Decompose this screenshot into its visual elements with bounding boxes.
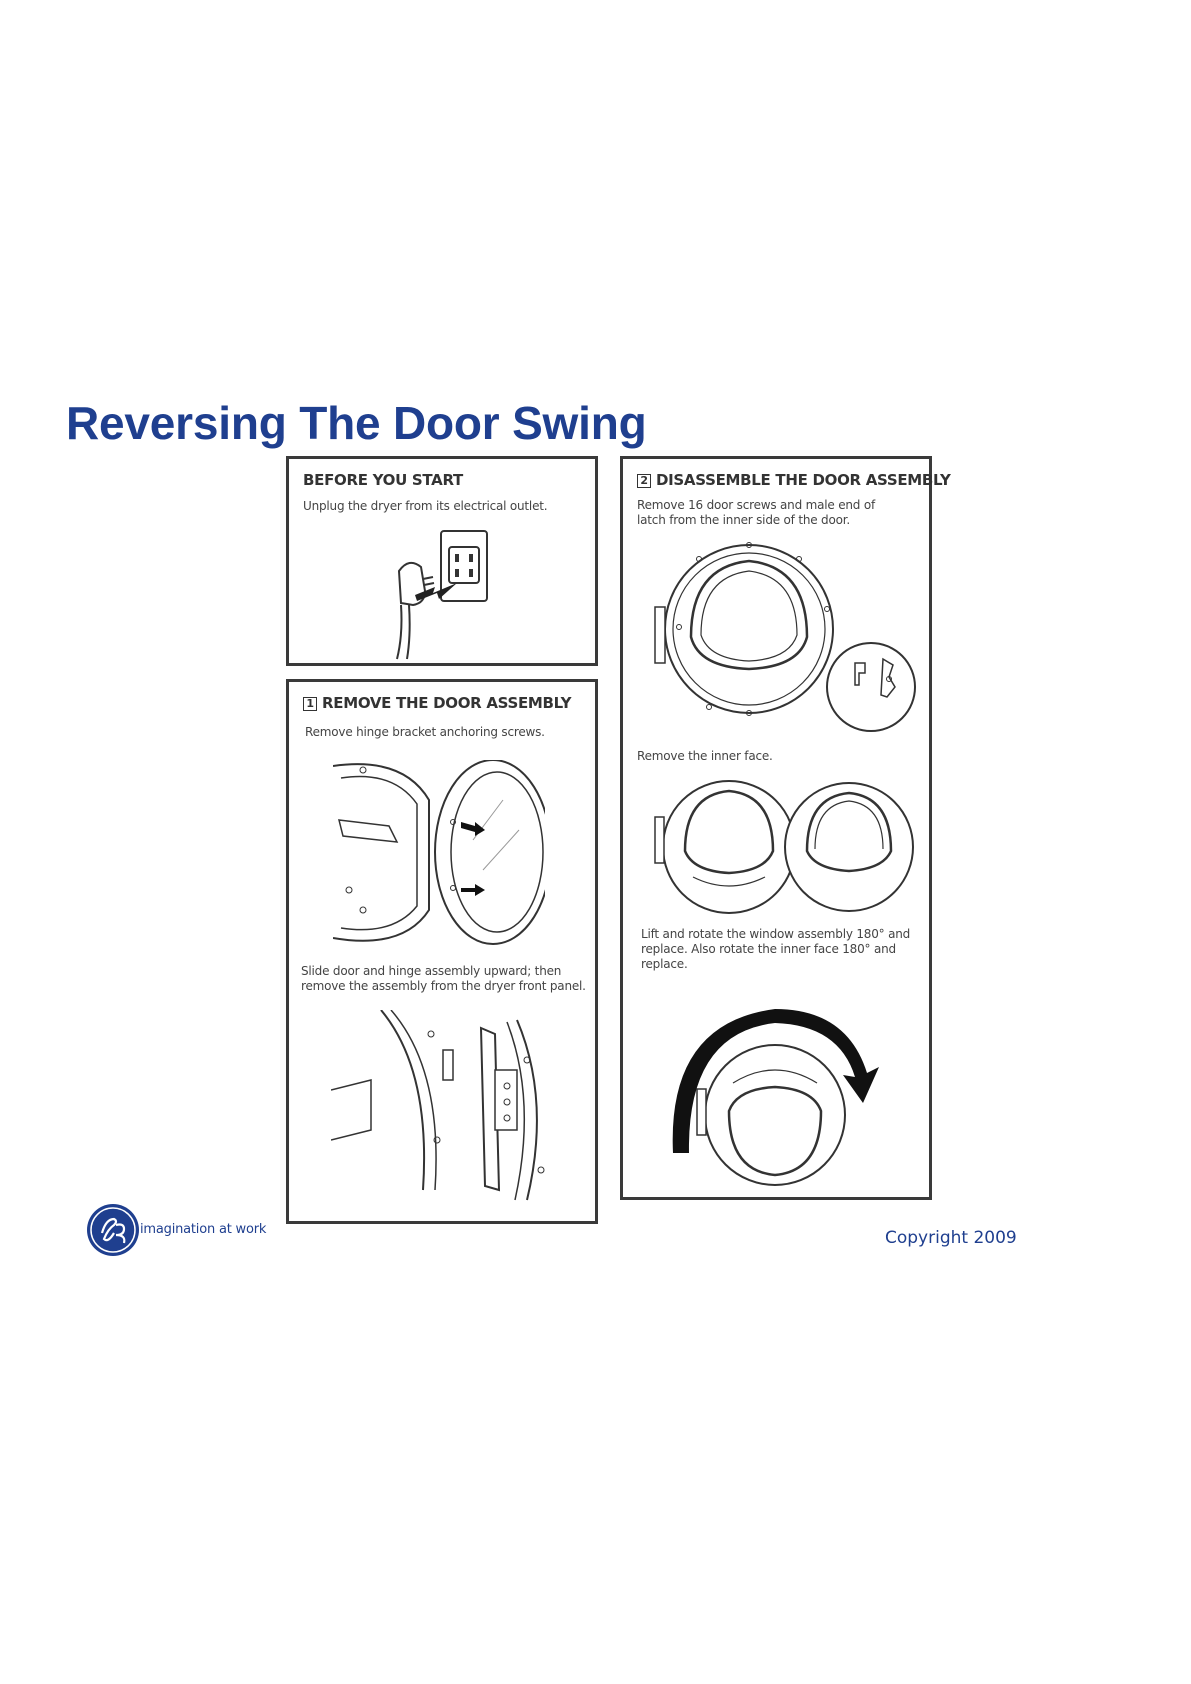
panel-remove-door-assembly	[286, 679, 598, 1224]
panel-heading-text: REMOVE THE DOOR ASSEMBLY	[322, 694, 572, 712]
ge-monogram-icon	[86, 1203, 140, 1257]
step-number: 2	[637, 474, 651, 488]
panel-text-1: Remove hinge bracket anchoring screws.	[305, 725, 545, 739]
copyright-text: Copyright 2009	[885, 1228, 1017, 1248]
panel-heading	[303, 694, 571, 712]
panel-disassemble-door-assembly	[620, 456, 951, 1200]
panel-text-1: Remove 16 door screws and male end of latch from the inner side of the door.	[637, 498, 875, 527]
panel-before-you-start	[286, 456, 598, 666]
rotate-window-illustration	[667, 1003, 887, 1193]
brand-tagline: imagination at work	[140, 1222, 267, 1237]
panel-heading	[637, 471, 951, 489]
unplug-outlet-illustration	[379, 521, 509, 661]
page-title: Reversing The Door Swing	[66, 397, 647, 449]
hinge-screws-illustration	[333, 760, 545, 945]
panel-heading: BEFORE YOU START	[303, 471, 463, 489]
panel-text: Unplug the dryer from its electrical outlet.	[303, 499, 548, 513]
door-screws-illustration	[649, 537, 919, 737]
slide-door-illustration	[331, 1010, 551, 1210]
step-number: 1	[303, 697, 317, 711]
panel-heading-text: DISASSEMBLE THE DOOR ASSEMBLY	[656, 471, 951, 489]
inner-face-illustration	[647, 777, 917, 917]
panel-text-3: Lift and rotate the window assembly 180° and replace. Also rotate the inner face 180° and replace.	[641, 927, 911, 971]
panel-text-2: Slide door and hinge assembly upward; then remove the assembly from the dryer front panel.	[301, 964, 586, 993]
panel-text-2: Remove the inner face.	[637, 749, 773, 763]
